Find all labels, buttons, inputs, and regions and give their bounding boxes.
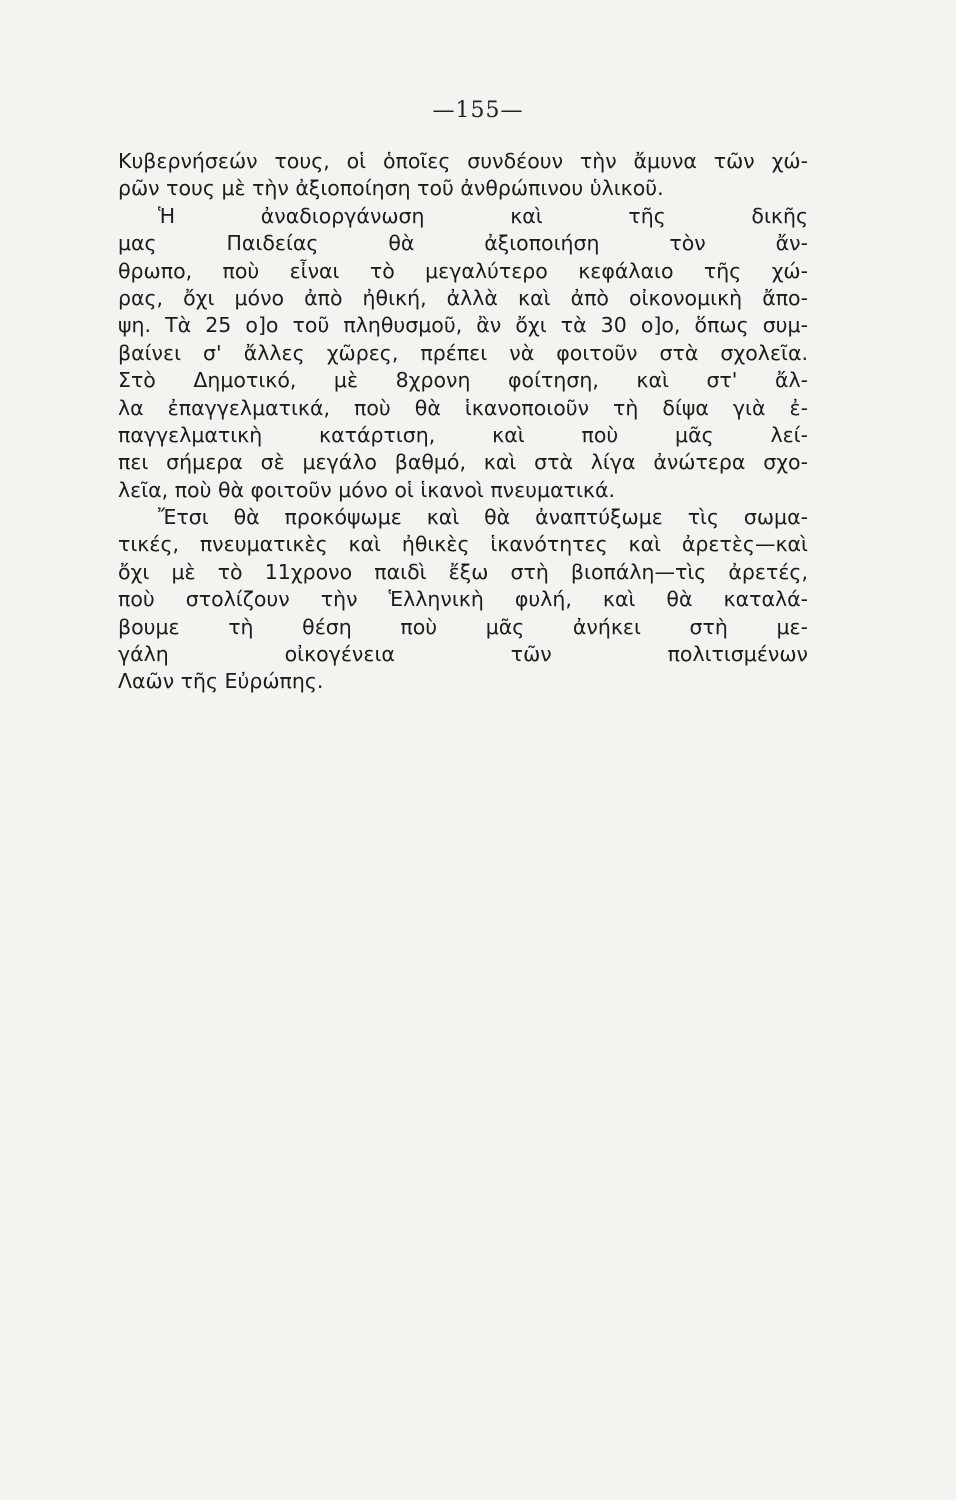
page-number: —155— xyxy=(432,98,524,123)
text-line: πει σήμερα σὲ μεγάλο βαθμό, καὶ στὰ λίγα ἀνώτερα σχο- xyxy=(118,450,808,475)
text-line: ὄχι μὲ τὸ 11χρονο παιδὶ ἔξω στὴ βιοπάλη—τὶς ἀρετές, xyxy=(118,559,808,584)
text-line: λα ἐπαγγελματικά, ποὺ θὰ ἱκανοποιοῦν τὴ δίψα γιὰ ἐ- xyxy=(118,395,808,420)
text-line: βαίνει σ' ἄλλες χῶρες, πρέπει νὰ φοιτοῦν στὰ σχολεῖα. xyxy=(118,340,808,365)
text-line: Λαῶν τῆς Εὐρώπης. xyxy=(118,669,324,694)
text-line: Κυβερνήσεών τους, οἱ ὁποῖες συνδέουν τὴν ἄμυνα τῶν χώ- xyxy=(118,149,808,173)
text-line: Ἔτσι θὰ προκόψωμε καὶ θὰ ἀναπτύξωμε τὶς σωμα- xyxy=(158,505,808,530)
text-line: μας Παιδείας θὰ ἀξιοποιήση τὸν ἄν- xyxy=(118,231,808,256)
text-line: γάλη οἰκογένεια τῶν πολιτισμένων xyxy=(118,642,808,667)
body-text xyxy=(118,148,808,696)
text-line: Ἡ ἀναδιοργάνωση καὶ τῆς δικῆς xyxy=(158,203,808,228)
text-line: ρῶν τους μὲ τὴν ἀξιοποίηση τοῦ ἀνθρώπινου ὑλικοῦ. xyxy=(118,176,664,201)
text-line: θρωπο, ποὺ εἶναι τὸ μεγαλύτερο κεφάλαιο τῆς χώ- xyxy=(118,258,808,283)
text-line: βουμε τὴ θέση ποὺ μᾶς ἀνήκει στὴ με- xyxy=(118,614,808,639)
text-line: τικές, πνευματικὲς καὶ ἠθικὲς ἱκανότητες καὶ ἀρετὲς—καὶ xyxy=(118,532,808,557)
text-line: ρας, ὄχι μόνο ἀπὸ ἠθική, ἀλλὰ καὶ ἀπὸ οἰκονομικὴ ἄπο- xyxy=(118,285,808,310)
text-line: ψη. Τὰ 25 ο]ο τοῦ πληθυσμοῦ, ἂν ὄχι τὰ 30 ο]ο, ὅπως συμ- xyxy=(118,313,808,338)
text-line: ποὺ στολίζουν τὴν Ἑλληνικὴ φυλή, καὶ θὰ καταλά- xyxy=(118,587,808,612)
text-line: Στὸ Δημοτικό, μὲ 8χρονη φοίτηση, καὶ στ' ἄλ- xyxy=(118,368,808,393)
text-line: παγγελματικὴ κατάρτιση, καὶ ποὺ μᾶς λεί- xyxy=(118,422,808,447)
text-line: λεῖα, ποὺ θὰ φοιτοῦν μόνο οἱ ἱκανοὶ πνευματικά. xyxy=(118,477,615,502)
